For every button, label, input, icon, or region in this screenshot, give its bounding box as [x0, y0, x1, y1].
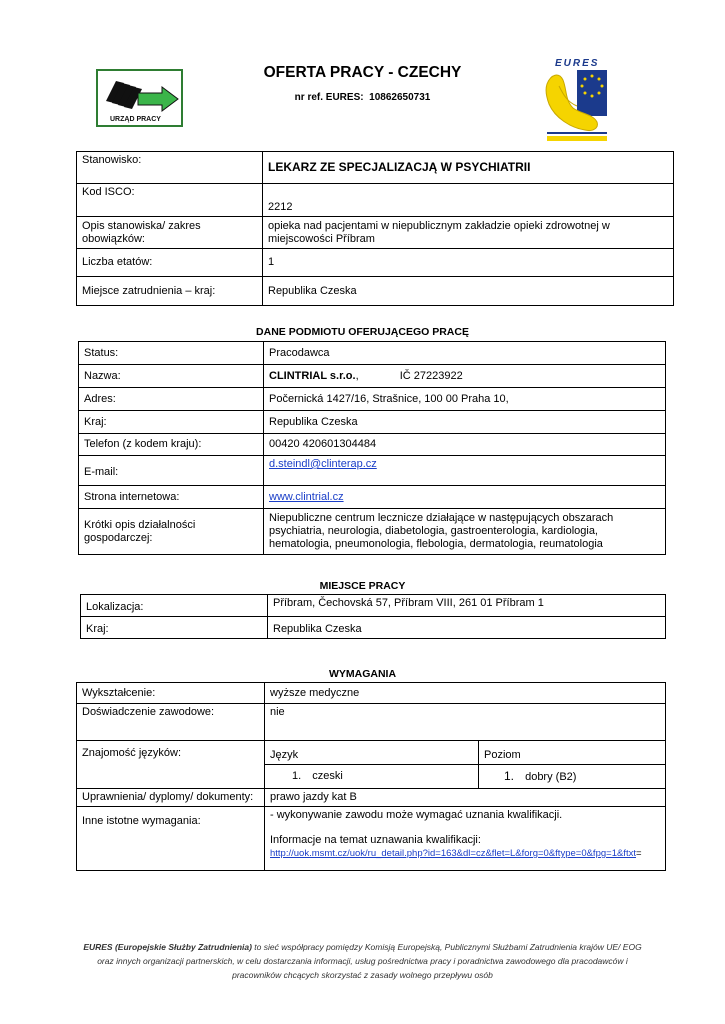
table-row [79, 365, 666, 388]
email-link[interactable]: d.steindl@clinterap.cz [269, 458, 377, 470]
inne-label: Inne istotne wymagania: [77, 807, 265, 871]
etaty-label: Liczba etatów: [77, 249, 263, 277]
qualification-link[interactable]: http://uok.msmt.cz/uok/ru_detail.php?id=163&dl=cz&flet=L&forg=0&ftype=0&fpg=1&ftxt [270, 848, 636, 859]
job-table [76, 151, 674, 306]
miejsce-value: Republika Czeska [263, 277, 674, 306]
uprawnienia-label: Uprawnienia/ dyplomy/ dokumenty: [77, 789, 265, 807]
uprawnienia-value: prawo jazdy kat B [265, 789, 666, 807]
level-value: dobry (B2) [525, 770, 577, 783]
dzialalnosc-value: Niepubliczne centrum lecznicze działające w następujących obszarach psychiatria, neurologia, diabetologia, gastroenterologia, kardiologia, hematologia, pneumonologia, flebologia, dermatologia, reumatologia [264, 509, 666, 555]
eures-logo-text: EURES [555, 58, 600, 69]
etaty-value: 1 [263, 249, 674, 277]
nazwa-value: CLINTRIAL s.r.o. [269, 369, 356, 382]
miejsce-label: Miejsce zatrudnienia – kraj: [77, 277, 263, 306]
table-row [77, 152, 674, 184]
doswiadczenie-label: Doświadczenie zawodowe: [77, 704, 265, 741]
requirements-table [76, 682, 666, 871]
kraj-value: Republika Czeska [264, 411, 666, 434]
table-row [79, 456, 666, 486]
language-number: 1. [292, 770, 302, 782]
wyksztalcenie-value: wyższe medyczne [265, 683, 666, 704]
table-row [77, 683, 666, 704]
eures-logo-icon [537, 56, 617, 146]
email-label: E-mail: [79, 456, 264, 486]
footer-line-1 [60, 940, 665, 954]
location-kraj-label: Kraj: [81, 617, 268, 639]
adres-value: Počernická 1427/16, Strašnice, 100 00 Praha 10, [264, 388, 666, 411]
jezyki-label: Znajomość języków: [77, 741, 265, 789]
isco-label: Kod ISCO: [77, 184, 263, 217]
table-row [77, 741, 666, 765]
isco-value: 2212 [263, 184, 674, 217]
ic-value: IČ 27223922 [399, 369, 463, 382]
opis-value: opieka nad pacjentami w niepublicznym zakładzie opieki zdrowotnej w miejscowości Příbram [263, 217, 674, 249]
employer-table [78, 341, 666, 555]
footer [60, 940, 665, 982]
lokalizacja-value: Příbram, Čechovská 57, Příbram VIII, 261 01 Příbram 1 [268, 595, 666, 617]
eures-logo [537, 56, 617, 146]
website-link[interactable]: www.clintrial.cz [269, 490, 344, 503]
adres-label: Adres: [79, 388, 264, 411]
page-title: OFERTA PRACY - CZECHY [263, 64, 462, 81]
requirements-section-title: WYMAGANIA [328, 668, 397, 680]
ref-number: 10862650731 [369, 92, 431, 103]
logo-text: URZĄD PRACY [110, 116, 161, 123]
footer-line-3: pracowników chcących skorzystać z zasady wolnego przepływu osób [232, 970, 493, 980]
inne-cell [265, 807, 666, 871]
table-row [79, 486, 666, 509]
employer-section-title: DANE PODMIOTU OFERUJĄCEGO PRACĘ [256, 326, 469, 338]
poziom-header: Poziom [479, 741, 666, 765]
telefon-value: 00420 420601304484 [264, 434, 666, 456]
level-cell [479, 765, 666, 789]
location-table [80, 594, 666, 639]
table-row [77, 704, 666, 741]
inne-link-row [270, 847, 660, 860]
table-row [77, 277, 674, 306]
nazwa-separator: , [355, 369, 359, 382]
status-value: Pracodawca [264, 342, 666, 365]
language-name: czeski [312, 770, 343, 782]
location-section-title: MIEJSCE PRACY [319, 580, 406, 592]
nazwa-label: Nazwa: [79, 365, 264, 388]
qualification-link-tail: = [635, 848, 642, 859]
footer-line-1-rest: to sieć współpracy pomiędzy Komisją Europejską, Publicznymi Służbami Zatrudnienia krajów UE/ EOG [251, 942, 642, 952]
table-row [79, 342, 666, 365]
table-row [79, 434, 666, 456]
status-label: Status: [79, 342, 264, 365]
jezyk-header: Język [265, 741, 479, 765]
doswiadczenie-value: nie [265, 704, 666, 741]
table-row [81, 617, 666, 639]
language-cell [265, 765, 479, 789]
wyksztalcenie-label: Wykształcenie: [77, 683, 265, 704]
table-row [77, 807, 666, 871]
opis-label: Opis stanowiska/ zakres obowiązków: [77, 217, 263, 249]
telefon-label: Telefon (z kodem kraju): [79, 434, 264, 456]
location-kraj-value: Republika Czeska [268, 617, 666, 639]
inne-line-1: - wykonywanie zawodu może wymagać uznania kwalifikacji. [270, 809, 563, 821]
table-row [77, 217, 674, 249]
table-row [77, 184, 674, 217]
ref-label: nr ref. EURES: [294, 92, 364, 103]
table-row [79, 388, 666, 411]
stanowisko-label: Stanowisko: [77, 152, 263, 184]
table-row [77, 789, 666, 807]
inne-line-2: Informacje na temat uznawania kwalifikacji: [270, 834, 481, 846]
dzialalnosc-label: Krótki opis działalności gospodarczej: [79, 509, 264, 555]
level-number: 1. [504, 768, 515, 783]
table-row [79, 509, 666, 555]
nazwa-cell [264, 365, 666, 388]
footer-line-2: oraz innych organizacji partnerskich, w celu dostarczania informacji, usług pośrednictwa pracy i poradnictwa zawodowego dla pracodawców i [97, 956, 628, 966]
email-cell [264, 456, 666, 486]
table-row [81, 595, 666, 617]
table-row [77, 249, 674, 277]
footer-eures-name: EURES (Europejskie Służby Zatrudnienia) [83, 942, 252, 952]
kraj-label: Kraj: [79, 411, 264, 434]
lokalizacja-label: Lokalizacja: [81, 595, 268, 617]
stanowisko-value: LEKARZ ZE SPECJALIZACJĄ W PSYCHIATRII [263, 152, 674, 184]
www-cell [264, 486, 666, 509]
table-row [79, 411, 666, 434]
www-label: Strona internetowa: [79, 486, 264, 509]
